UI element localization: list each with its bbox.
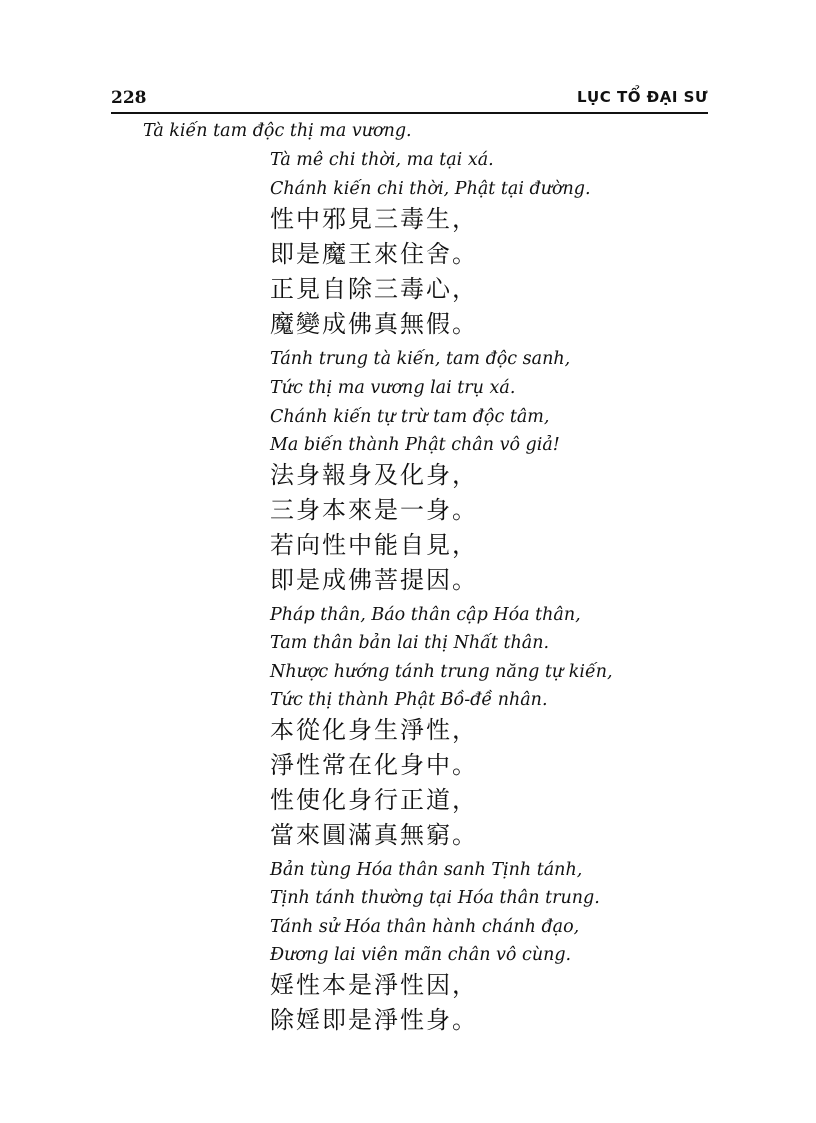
running-title: LỤC TỔ ĐẠI SƯ — [577, 88, 708, 106]
page-header — [111, 86, 708, 114]
verse-line-chinese: 婬性本是淨性因， — [270, 971, 478, 999]
verse-line-vietnamese: Tam thân bản lai thị Nhất thân. — [270, 633, 550, 653]
verse-line-vietnamese: Đương lai viên mãn chân vô cùng. — [270, 945, 572, 965]
verse-line-chinese: 即是魔王來住舍。 — [270, 240, 478, 268]
page-number: 228 — [111, 88, 147, 108]
verse-line-vietnamese: Chánh kiến tự trừ tam độc tâm, — [270, 407, 550, 427]
verse-line-vietnamese: Tịnh tánh thường tại Hóa thân trung. — [270, 888, 600, 908]
verse-line-vietnamese: Bản tùng Hóa thân sanh Tịnh tánh, — [270, 860, 583, 880]
verse-line-vietnamese: Pháp thân, Báo thân cập Hóa thân, — [270, 605, 581, 625]
verse-line-vietnamese: Tánh sử Hóa thân hành chánh đạo, — [270, 917, 580, 937]
verse-line-chinese: 淨性常在化身中。 — [270, 751, 478, 779]
verse-line-chinese: 法身報身及化身， — [270, 461, 478, 489]
verse-line-chinese: 三身本來是一身。 — [270, 496, 478, 524]
verse-line-chinese: 魔變成佛真無假。 — [270, 310, 478, 338]
verse-line-vietnamese: Chánh kiến chi thời, Phật tại đường. — [270, 179, 591, 199]
verse-line-vietnamese: Nhược hướng tánh trung năng tự kiến, — [270, 662, 613, 682]
verse-line-chinese: 性中邪見三毒生， — [270, 205, 478, 233]
verse-line-chinese: 本從化身生淨性， — [270, 716, 478, 744]
verse-line-vietnamese: Ma biến thành Phật chân vô giả! — [270, 435, 560, 455]
verse-line-chinese: 即是成佛菩提因。 — [270, 566, 478, 594]
verse-line-vietnamese: Tức thị thành Phật Bồ-đề nhân. — [270, 690, 548, 710]
verse-line-vietnamese: Tức thị ma vương lai trụ xá. — [270, 378, 516, 398]
verse-line-chinese: 性使化身行正道， — [270, 786, 478, 814]
verse-line-vietnamese: Tà kiến tam độc thị ma vương. — [143, 121, 412, 141]
verse-line-chinese: 若向性中能自見， — [270, 531, 478, 559]
verse-line-chinese: 正見自除三毒心， — [270, 275, 478, 303]
verse-line-chinese: 當來圓滿真無窮。 — [270, 821, 478, 849]
verse-line-chinese: 除婬即是淨性身。 — [270, 1006, 478, 1034]
verse-line-vietnamese: Tánh trung tà kiến, tam độc sanh, — [270, 349, 571, 369]
verse-line-vietnamese: Tà mê chi thời, ma tại xá. — [270, 150, 494, 170]
